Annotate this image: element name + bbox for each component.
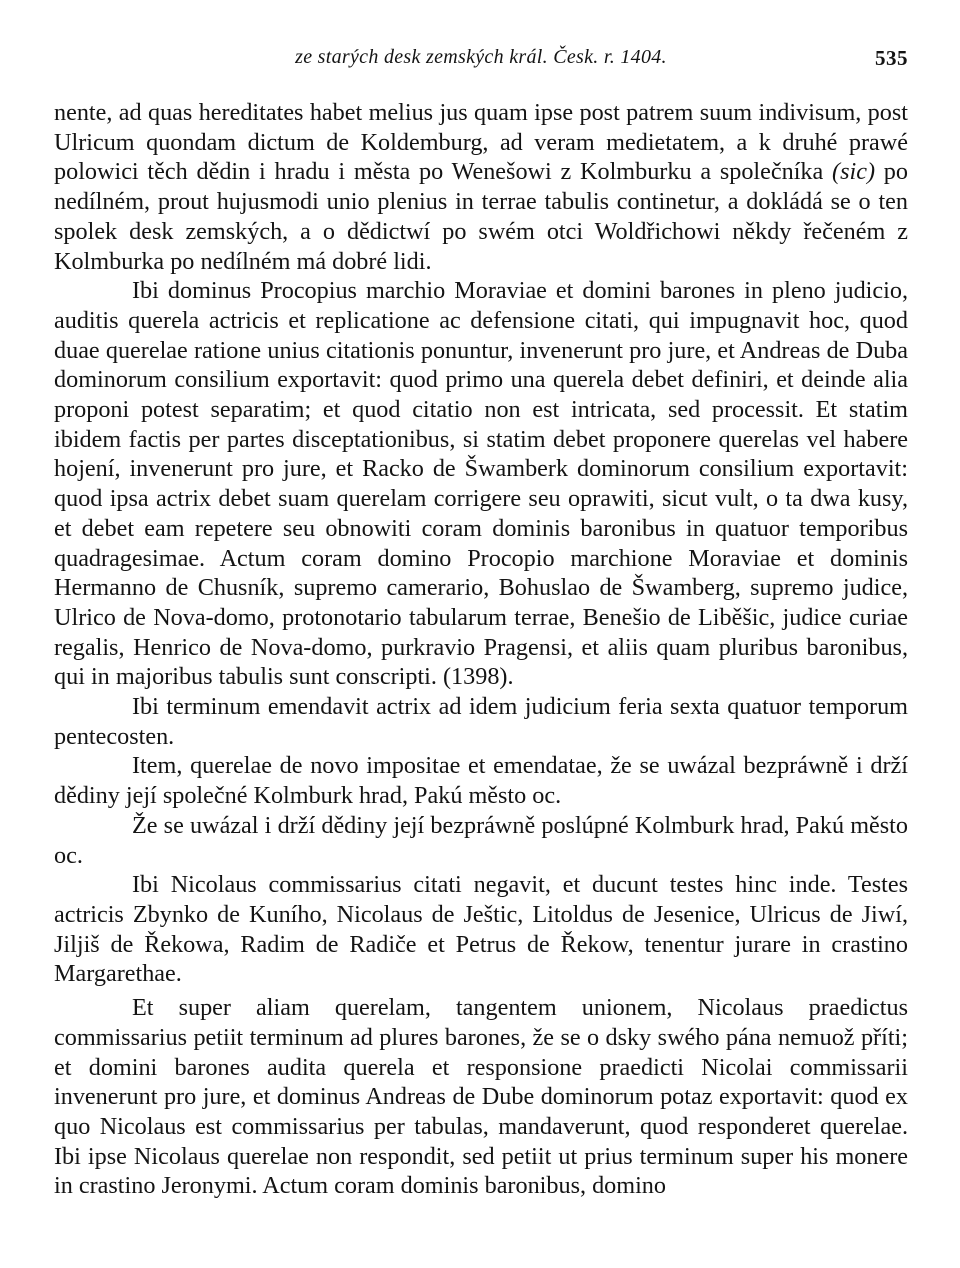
paragraph-6: Ibi Nicolaus commissarius citati negavit, et ducunt testes hinc inde. Testes actricis Zbynko de Kuního, Nicolaus de Ještic, Litoldus de Jesenice, Ulricus de Jiwí, Jiljiš de Řekowa, Radim de Radiče et Petrus de Řekow, tenentur jurare in crastino Margarethae. xyxy=(54,871,908,988)
running-head-title: ze starých desk zemských král. Česk. r. 1404. xyxy=(295,46,667,68)
paragraph-2: Ibi dominus Procopius marchio Moraviae et domini barones in pleno judicio, auditis querela actricis et replicatione ac defensione citati, qui impugnavit hoc, quod duae querelae ratione unius citationis ponuntur, invenerunt pro jure, et Andreas de Duba dominorum consilium exportavit: quod primo una querela debet definiri, et deinde alia proponi potest separatim; et quod citatio non est intricata, sed processit. Et statim ibidem factis per partes disceptationibus, si statim debet proponere querelas vel habere hojení, invenerunt pro jure, et Racko de Šwamberk dominorum consilium exportavit: quod ipsa actrix debet suam querelam corrigere seu oprawiti, sicut vult, o ta dwa kusy, et debet eam repetere seu obnowiti coram dominis baronibus in quatuor temporibus quadragesimae. Actum coram domino Procopio marchione Moraviae et dominis Hermanno de Chusník, supremo camerario, Bohuslao de Šwamberg, supremo judice, Ulrico de Nova-domo, protonotario tabularum terrae, Benešio de Liběšic, judice curiae regalis, Henrico de Nova-domo, purkravio Pragensi, et aliis quam pluribus baronibus, qui in majoribus tabulis sunt conscripti. (1398). xyxy=(54,277,908,691)
paragraph-1 xyxy=(54,98,908,276)
running-head xyxy=(54,46,908,80)
paragraph-5: Že se uwázal i drží dědiny její bezpráwně poslúpné Kolmburk hrad, Pakú město oc. xyxy=(54,811,908,869)
body-text xyxy=(54,98,908,1201)
paragraph-1-text-b: po nedílném, prout hujusmodi unio plenius in terrae tabulis continetur, a dokládá se o ten spolek desk zemských, a o dědictwí po swém otci Woldřichowi někdy řečeném z Kolmburka po nedílném má dobré lidi. xyxy=(54,158,908,275)
sic-annotation: (sic) xyxy=(832,158,876,186)
paragraph-1-text-a: nente, ad quas hereditates habet melius jus quam ipse post patrem suum indivisum, post Ulricum quondam dictum de Koldemburg, ad veram medietatem, a k druhé prawé polowici těch dědin i hradu i města po Wenešowi z Kolmburku a společníka xyxy=(54,99,908,186)
paragraph-3: Ibi terminum emendavit actrix ad idem judicium feria sexta quatuor temporum pentecosten. xyxy=(54,693,908,750)
page-number: 535 xyxy=(875,46,908,70)
paragraph-4: Item, querelae de novo impositae et emendatae, že se uwázal bezpráwně i drží dědiny její společné Kolmburk hrad, Pakú město oc. xyxy=(54,752,908,810)
paragraph-7: Et super aliam querelam, tangentem unionem, Nicolaus praedictus commissarius petiit terminum ad plures barones, že se o dsky swého pána nemuož příti; et domini barones audita querela et responsione praedicti Nicolai commissarii invenerunt pro jure, et dominus Andreas de Dube dominorum potaz exportavit: quod ex quo Nicolaus est commissarius per tabulas, mandaverunt, quod responderet querelae. Ibi ipse Nicolaus querelae non respondit, sed petiit ut prius terminum super his monere in crastino Jeronymi. Actum coram dominis baronibus, domino xyxy=(54,994,908,1200)
